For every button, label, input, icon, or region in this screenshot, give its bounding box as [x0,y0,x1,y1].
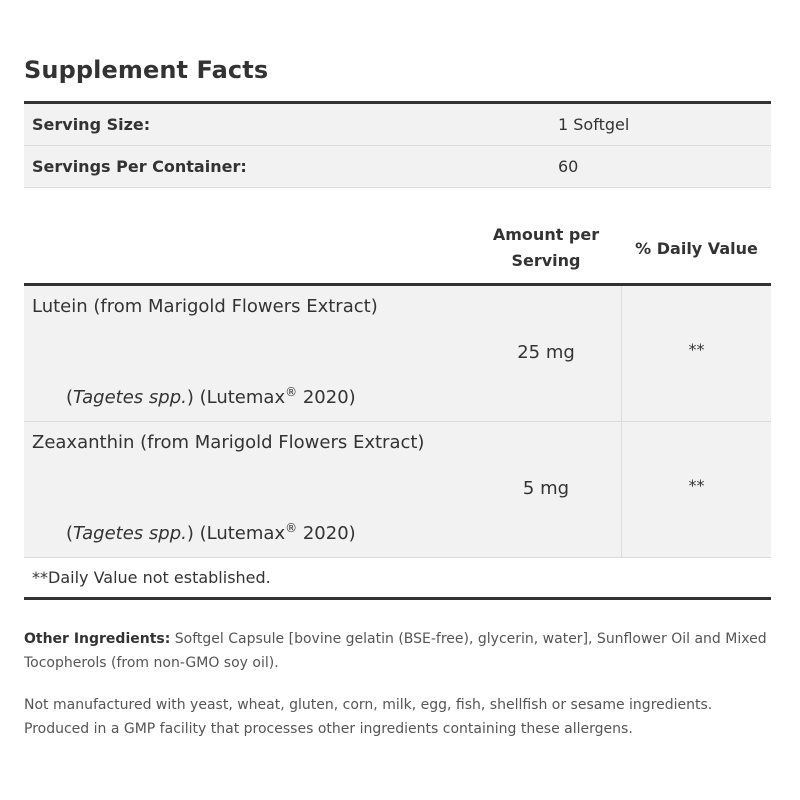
amount-header-line2: Serving [511,251,581,270]
row-divider [24,557,771,558]
registered-mark: ® [285,521,298,535]
nutrient-daily-value: ** [688,476,705,495]
row-divider [24,187,771,188]
nutrient-name: Zeaxanthin (from Marigold Flowers Extract) [32,432,425,453]
other-ingredients [24,627,771,675]
amount-header-line1: Amount per [492,225,600,244]
nutrient-amount: 5 mg [522,478,570,499]
servings-per-container-row [24,146,771,187]
nutrient-row-lutein [24,286,771,421]
species-name: Tagetes spp. [73,387,187,408]
panel-title: Supplement Facts [24,56,269,84]
servings-per-container-label: Servings Per Container: [32,157,247,176]
nutrient-row-zeaxanthin [24,422,771,557]
other-ingredients-text: Softgel Capsule [bovine gelatin (BSE-free), glycerin, water], Sunflower Oil and Mixed Tocopherols (from non-GMO soy oil). [24,631,767,671]
servings-per-container-value: 60 [558,157,579,176]
serving-size-value: 1 Softgel [558,115,630,134]
serving-size-label: Serving Size: [32,115,151,134]
nutrient-daily-value: ** [688,340,705,359]
registered-mark: ® [285,385,298,399]
nutrient-name: Lutein (from Marigold Flowers Extract) [32,296,378,317]
daily-value-header: % Daily Value [635,239,758,258]
serving-size-row [24,104,771,145]
species-name: Tagetes spp. [73,523,187,544]
amount-per-serving-header [486,222,606,274]
nutrient-source: (Tagetes spp.) (Lutemax® 2020) [66,521,356,544]
nutrient-amount: 25 mg [517,342,575,363]
other-ingredients-label: Other Ingredients: [24,631,171,647]
bottom-divider [24,597,771,600]
allergen-statement: Not manufactured with yeast, wheat, gluten, corn, milk, egg, fish, shellfish or sesame ingredients. Produced in a GMP facility that processes other ingredients containing these allergens. [24,697,713,737]
nutrient-source: (Tagetes spp.) (Lutemax® 2020) [66,385,356,408]
daily-value-footnote: **Daily Value not established. [32,568,271,587]
